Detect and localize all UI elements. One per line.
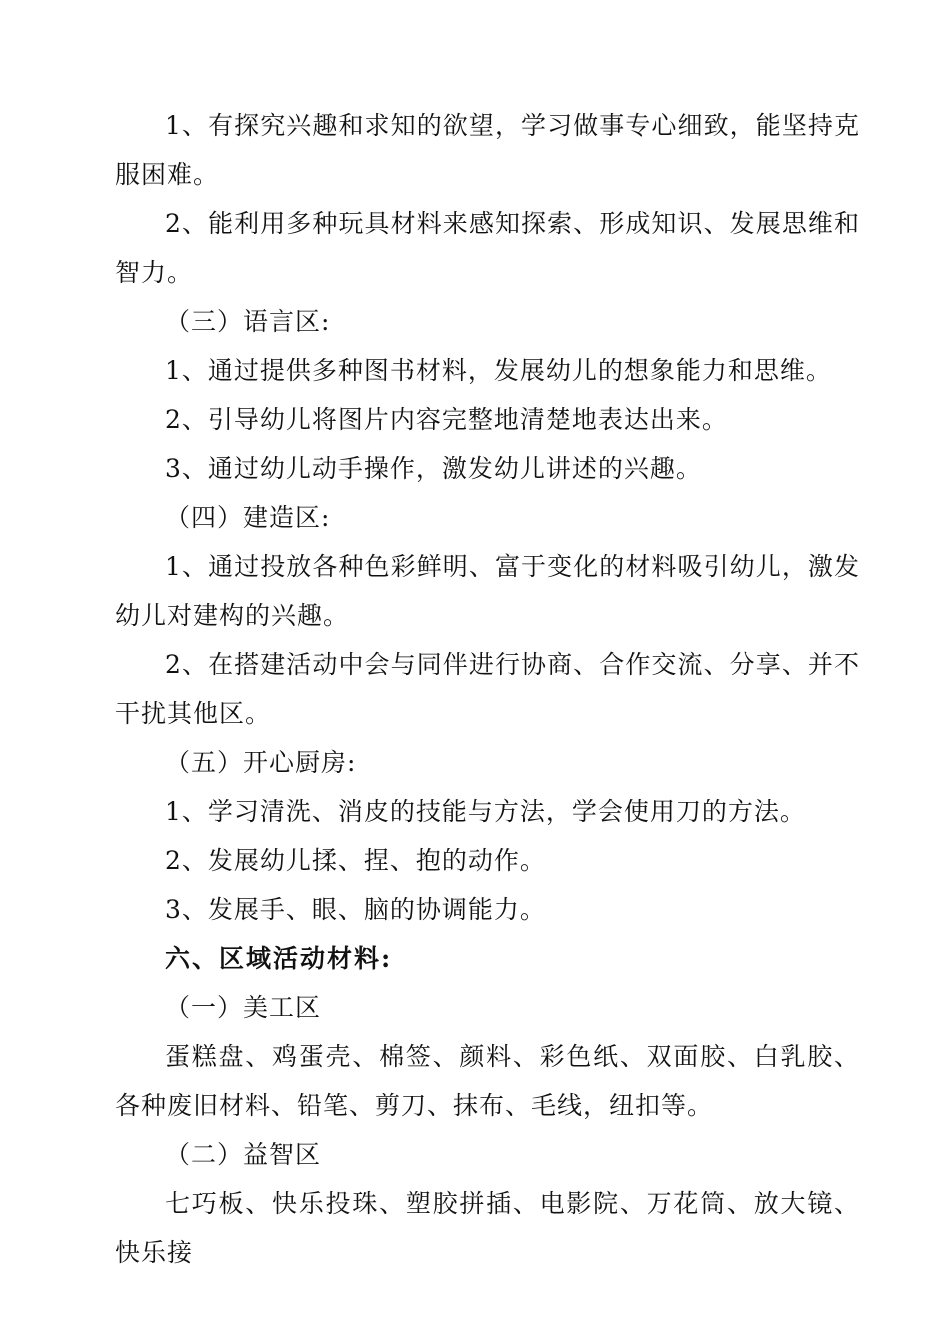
paragraph-kitchen-1: 1、学习清洗、消皮的技能与方法，学会使用刀的方法。 — [165, 797, 806, 826]
paragraph-building-2: 2、在搭建活动中会与同伴进行协商、合作交流、分享、并不干扰其他区。 — [115, 650, 860, 728]
paragraph-curiosity: 1、有探究兴趣和求知的欲望，学习做事专心细致，能坚持克服困难。 — [115, 111, 860, 189]
section-title-language-area: （三）语言区: — [165, 307, 331, 336]
section-title-kitchen: （五）开心厨房: — [165, 748, 357, 777]
section-title-puzzle-area: （二）益智区 — [165, 1140, 322, 1169]
paragraph-toy-materials: 2、能利用多种玩具材料来感知探索、形成知识、发展思维和智力。 — [115, 209, 860, 287]
paragraph-kitchen-2: 2、发展幼儿揉、捏、抱的动作。 — [165, 846, 546, 875]
section-title-art-area: （一）美工区 — [165, 993, 322, 1022]
section-title-building-area: （四）建造区: — [165, 503, 331, 532]
paragraph-kitchen-3: 3、发展手、眼、脑的协调能力。 — [165, 895, 546, 924]
paragraph-language-1: 1、通过提供多种图书材料，发展幼儿的想象能力和思维。 — [165, 356, 832, 385]
paragraph-language-2: 2、引导幼儿将图片内容完整地清楚地表达出来。 — [165, 405, 728, 434]
document-body — [115, 101, 860, 1277]
paragraph-puzzle-materials: 七巧板、快乐投珠、塑胶拼插、电影院、万花筒、放大镜、快乐接 — [115, 1189, 860, 1267]
paragraph-art-materials: 蛋糕盘、鸡蛋壳、棉签、颜料、彩色纸、双面胶、白乳胶、各种废旧材料、铅笔、剪刀、抹布、毛线，纽扣等。 — [115, 1042, 860, 1120]
paragraph-building-1: 1、通过投放各种色彩鲜明、富于变化的材料吸引幼儿，激发幼儿对建构的兴趣。 — [115, 552, 860, 630]
heading-area-materials: 六、区域活动材料: — [165, 944, 393, 973]
paragraph-language-3: 3、通过幼儿动手操作，激发幼儿讲述的兴趣。 — [165, 454, 702, 483]
